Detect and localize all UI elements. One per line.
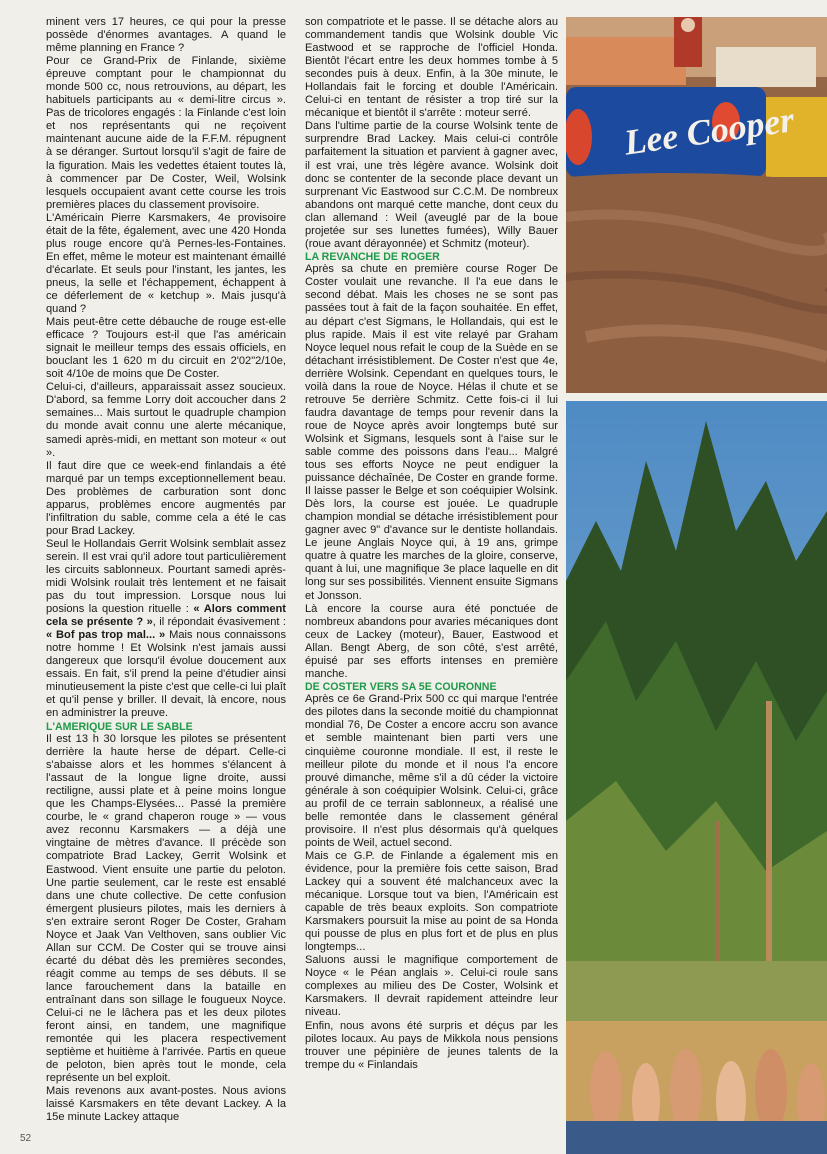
paragraph: minent vers 17 heures, ce qui pour la presse possède d'énormes avantages. A quand le même planning en France ? — [46, 16, 286, 55]
paragraph: Mais ce G.P. de Finlande a également mis en évidence, pour la première fois cette saison, Brad Lackey qui a souvent été malchanceux avec la mécanique. Lorsque tout va bien, l'Américain est capable de très beaux exploits. Son compatriote Karsmakers poursuit la mise au point de sa Honda qui pousse de plus en plus fort et de plus en plus longtemps... — [305, 849, 558, 954]
paragraph: Saluons aussi le magnifique comportement de Noyce « le Péan anglais ». Celui-ci roule sans complexes au milieu des De Coster, Wolsink et Karsmakers. Il devrait rapidement atteindre leur niveau. — [305, 954, 558, 1019]
paragraph: Dans l'ultime partie de la course Wolsink tente de surprendre Brad Lackey. Mais celui-ci contrôle parfaitement la situation et parvient à gagner avec, il est vrai, une très légère avance. Wolsink doit donc se contenter de la seconde place devant un surprenant Vic Eastwood sur C.C.M. De nombreux abandons ont marqué cette manche, dont ceux du clan allemand : Weil (aveuglé par de la boue projetée sur ses lunettes fumées), Willy Bauer (roue avant dérayonnée) et Schmitz (moteur). — [305, 120, 558, 250]
paragraph — [46, 538, 286, 721]
photo-divider — [566, 393, 827, 401]
paragraph: Enfin, nous avons été surpris et déçus par les pilotes locaux. Au pays de Mikkola nous pensions trouver une pépinière de jeunes talents de la trempe du « Finlandais — [305, 1019, 558, 1071]
page-number: 52 — [20, 1133, 32, 1144]
quote-bold: « Bof pas trop mal... » — [46, 629, 166, 642]
section-heading: LA REVANCHE DE ROGER — [305, 250, 440, 263]
paragraph: Il est 13 h 30 lorsque les pilotes se présentent derrière la haute herse de départ. Celle-ci s'abaisse alors et les hommes s'élancent à l'assaut de la longue ligne droite, aussi rectiligne, aussi plate et à peine moins longue que les Champs-Elysées... Passé la première courbe, le « grand chaperon rouge » — vous avez reconnu Karsmakers — a déjà une vingtaine de mètres d'avance. Il précède son compatriote Brad Lackey, Gerrit Wolsink et Eastwood. Vient ensuite une partie du peloton. Une partie seulement, car le reste est ensablé dans une chute collective. De cette confusion émergent plusieurs pilotes, mais les derniers à s'en extraire seront Roger De Coster, Graham Noyce et Jaak Van Velthoven, sans oublier Vic Allan sur CCM. De Coster qui se trouve ainsi écarté du débat dès les premières secondes, réagit comme au temps de ses débuts. Il se lance farouchement dans la bataille en entraînant dans son sillage le fougueux Noyce. Celui-ci ne le lâchera pas et les deux pilotes feront ainsi, en tandem, une magnifique remontée qui les placera respectivement septième et huitième à l'arrivée. Partis en queue de peloton, bien après tout le monde, cela représente un bel exploit. — [46, 733, 286, 1085]
quote-bold: « Alors comment cela se présente ? » — [46, 603, 286, 629]
paragraph: Mais peut-être cette débauche de rouge est-elle efficace ? Toujours est-il que l'as américain signait le meilleur temps des essais officiels, en bouclant les 1 620 m du circuit en 2'02"2/10e, soit 4/10e de moins que De Coster. — [46, 316, 286, 381]
section-heading: L'AMERIQUE SUR LE SABLE — [46, 720, 193, 733]
paragraph: Là encore la course aura été ponctuée de nombreux abandons pour avaries mécaniques dont ceux de Lackey (moteur), Bauer, Eastwood et Allan. Bengt Aberg, de son côté, s'est arrêté, épuisé par ses efforts intenses en première manche. — [305, 602, 558, 680]
text-run: Mais nous connaissons notre homme ! Et Wolsink n'est jamais aussi dangereux que lorsqu'il évolue doucement aux essais. En fait, s'il prend la peine d'étudier ainsi minutieusement la piste c'est que celle-ci lui plaît et qu'il pense y briller. Il devait, là encore, nous en administrer la preuve. — [46, 629, 286, 720]
article-column-2 — [305, 16, 558, 1072]
forest-photo — [566, 401, 827, 1154]
race-photo — [566, 17, 827, 393]
paragraph: Celui-ci, d'ailleurs, apparaissait assez soucieux. D'abord, sa femme Lorry doit accoucher dans 2 semaines... Mais surtout le quadruple champion du monde avait connu une alerte mécanique, samedi après-midi, en mettant son moteur « out ». — [46, 381, 286, 459]
section-heading: DE COSTER VERS SA 5E COURONNE — [305, 680, 497, 693]
paragraph: Pour ce Grand-Prix de Finlande, sixième épreuve comptant pour le championnat du monde 500 cc, nous retrouvions, au départ, les habituels participants au « demi-litre circus ». Pas de tricolores engagés : la Finlande c'est loin et nos représentants qui ne reçoivent maintenant aucune aide de la F.F.M. répugnent à se déranger. Surtout lorsqu'il s'agit de faire de la figuration. Mais les vedettes étaient toutes là, à commencer par De Coster, Weil, Wolsink lesquels occupaient avant cette course les trois premières places du classement provisoire. — [46, 55, 286, 211]
article-column-1 — [46, 16, 286, 1124]
banner-text: Lee Cooper — [621, 99, 797, 163]
text-run: , il répondait évasivement : — [152, 616, 286, 629]
paragraph: Il faut dire que ce week-end finlandais a été marqué par un temps exceptionnellement beau. Des problèmes de carburation sont donc apparus, problèmes encore augmentés par l'infiltration du sable, comme cela a été le cas pour Brad Lackey. — [46, 459, 286, 537]
paragraph: Après sa chute en première course Roger De Coster voulait une revanche. Il l'a eue dans le second débat. Mais les choses ne se sont pas passées tout à fait de la façon souhaitée. En effet, au départ c'est Sigmans, le Hollandais, qui est le plus rapide. Mais il est vite relayé par Graham Noyce lequel nous refait le coup de la Suède en se détachant irrésistiblement. De Coster n'est que 4e, derrière Wolsink. Cependant en quelques tours, le voilà dans la roue de Noyce. Hélas il chute et se retrouve 5e derrière Schmitz. Cette fois-ci il lui faudra davantage de temps pour revenir dans la roue de Noyce après avoir longtemps buté sur Wolsink et Sigmans, lesquels sont à l'aise sur le sable comme des poissons dans l'eau... Malgré tous ses efforts Noyce ne peut endiguer la puissance déchaînée, De Coster en grande forme. Il laisse passer le Belge et son coéquipier Wolsink. Dès lors, la course est jouée. Le quadruple champion mondial se détache irrésistiblement pour gagner avec 9" d'avance sur le dentiste hollandais. Le jeune Anglais Noyce qui, à 19 ans, grimpe quatre à quatre les marches de la gloire, conserve, quant à lui, une magnifique 3e place laquelle en dit long sur ses possibilités. Viennent ensuite Sigmans et Jonsson. — [305, 263, 558, 602]
paragraph: Après ce 6e Grand-Prix 500 cc qui marque l'entrée des pilotes dans la seconde moitié du championnat mondial 76, De Coster a encore accru son avance et semble maintenant bien parti vers une cinquième couronne mondiale. Il est, il reste le meilleur pilote du monde et il nous l'a encore prouvé dimanche, même s'il a dû céder la victoire générale à son coéquipier Wolsink. Celui-ci, grâce au profil de ce terrain sablonneux, a réalisé une belle remontée dans le classement général provisoire. Il n'est plus désormais qu'à quelques points de Weil, actuel second. — [305, 693, 558, 849]
race-photo-illustration — [566, 17, 827, 393]
forest-photo-illustration — [566, 401, 827, 1154]
paragraph: L'Américain Pierre Karsmakers, 4e provisoire était de la fête, également, avec une 420 Honda plus rouge encore qu'à Pernes-les-Fontaines. En effet, même le moteur est maintenant émaillé d'écarlate. Et seuls pour l'instant, les jantes, les pneus, la selle et l'échappement, échappent à ce déferlement de « ketchup ». Mais jusqu'à quand ? — [46, 211, 286, 316]
paragraph: Mais revenons aux avant-postes. Nous avions laissé Karsmakers en tête devant Lackey. A la 15e minute Lackey attaque — [46, 1085, 286, 1124]
text-run: Seul le Hollandais Gerrit Wolsink semblait assez serein. Il est vrai qu'il adore tout particulièrement les circuits sablonneux. Pourtant samedi après-midi Wolsink roulait très lentement et ne faisait pas du tout impression. Lorsque nous lui posions la question rituelle : — [46, 537, 286, 616]
paragraph: son compatriote et le passe. Il se détache alors au commandement tandis que Wolsink double Vic Eastwood et se rapproche de l'officiel Honda. Bientôt l'écart entre les deux hommes tombe à 5 secondes puis à deux. Enfin, à la 30e minute, le Hollandais fait le forcing et double l'Américain. Celui-ci en tentant de résister a trop tiré sur la mécanique et bientôt il s'arrête : moteur serré. — [305, 16, 558, 120]
